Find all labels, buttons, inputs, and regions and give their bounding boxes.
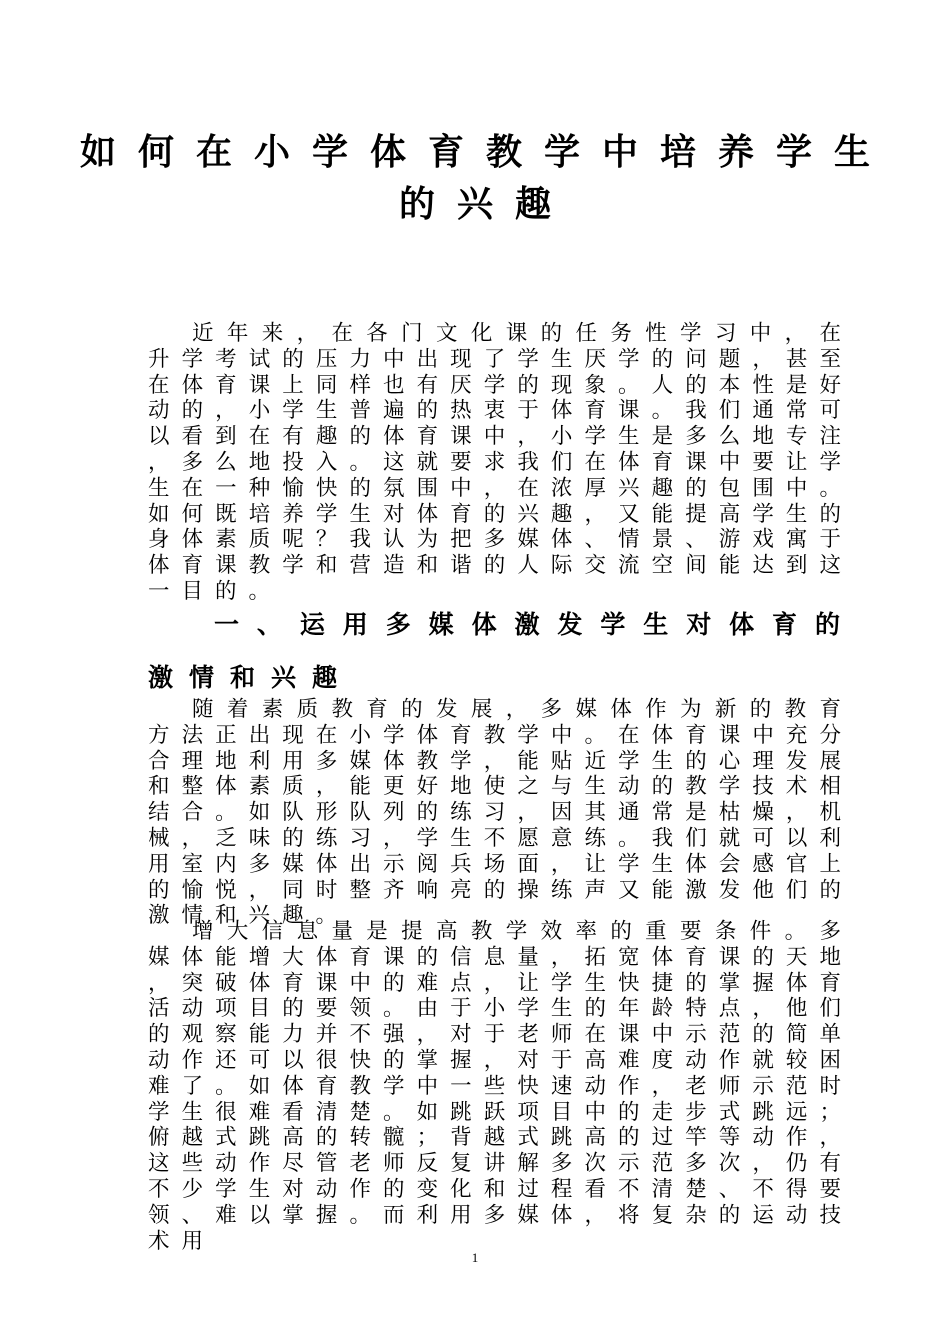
document-title-line1: 如何在小学体育教学中培养学生: [79, 131, 892, 173]
paragraph-information: 增大信息量是提高教学效率的重要条件。多媒体能增大体育课的信息量，拓宽体育课的天地，突破体育课中的难点，让学生快捷的掌握体育活动项目的要领。由于小学生的年龄特点，他们的观察能力并不强，对于老师在课中示范的简单动作还可以很快的掌握，对于高难度动作就较困难了。如体育教学中一些快速动作，老师示范时学生很难看清楚。如跳跃项目中的走步式跳远；俯越式跳高的转髋；背越式跳高的过竿等动作，这些动作尽管老师反复讲解多次示范多次，仍有不少学生对动作的变化和过程看不清楚、不得要领、难以掌握。而利用多媒体，将复杂的运动技术用: [148, 919, 853, 1254]
page-number: 1: [471, 1250, 479, 1265]
paragraph-intro: 近年来，在各门文化课的任务性学习中，在升学考试的压力中出现了学生厌学的问题，甚至在体育课上同样也有厌学的现象。人的本性是好动的，小学生普遍的热衷于体育课。我们通常可以看到在有趣的体育课中，小学生是多么地专注，多么地投入。这就要求我们在体育课中要让学生在一种愉快的氛围中，在浓厚兴趣的包围中。如何既培养学生对体育的兴趣，又能提高学生的身体素质呢？我认为把多媒体、情景、游戏寓于体育课教学和营造和谐的人际交流空间能达到这一目的。: [148, 321, 853, 604]
document-title-line2: 的兴趣: [398, 183, 573, 225]
section-heading-1: 一、运用多媒体激发学生对体育的激情和兴趣: [148, 610, 856, 692]
paragraph-multimedia: 随着素质教育的发展，多媒体作为新的教育方法正出现在小学体育教学中。在体育课中充分合理地利用多媒体教学，能贴近学生的心理发展和整体素质，能更好地使之与生动的教学技术相结合。如队形队列的练习，因其通常是枯燥，机械，乏味的练习，学生不愿意练。我们就可以利用室内多媒体出示阅兵场面，让学生体会感官上的愉悦，同时整齐响亮的操练声又能激发他们的激情和兴趣。: [148, 697, 853, 929]
